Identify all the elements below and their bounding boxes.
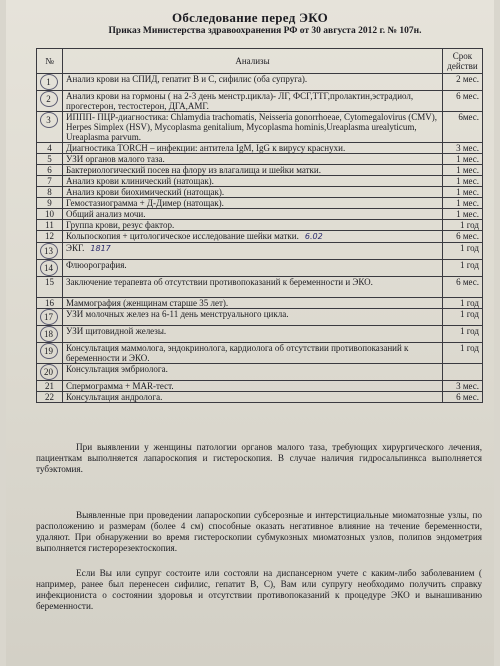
row-analysis — [63, 392, 443, 403]
row-number — [37, 143, 63, 154]
row-number — [37, 209, 63, 220]
row-term: 6 мес. — [443, 231, 483, 243]
row-analysis-text: Анализ крови на СПИД, гепатит В и С, сифилис (оба супруга). — [66, 74, 308, 84]
row-number — [37, 392, 63, 403]
row-term: 6мес. — [443, 112, 483, 143]
row-number-label: 15 — [45, 277, 54, 287]
table-row — [37, 74, 483, 91]
row-number-label: 6 — [47, 165, 52, 175]
row-number-label: 8 — [47, 187, 52, 197]
row-term: 1 год — [443, 343, 483, 364]
handwritten-note: 6.02 — [304, 232, 323, 241]
row-analysis — [63, 74, 443, 91]
row-analysis-text: УЗИ органов малого таза. — [66, 154, 165, 164]
row-analysis-text: Анализ крови на гормоны ( на 2-3 день менстр.цикла)- ЛГ, ФСГ,ТТГ,пролактин,эстрадиол, прогестерон, тестостерон, ДГА,АМГ. — [66, 91, 414, 111]
table-row — [37, 364, 483, 381]
note-paragraph-3: Если Вы или супруг состоите или состояли на диспансерном учете с каким-либо заболеванием ( например, ранее был перенесен сифилис, гепатит В, С), Вам или супругу необходимо получить справку инфекциониста о состоянии здоровья и отсутствии противопоказаний к процедуре ЭКО и вынашиванию беременности. — [36, 568, 482, 611]
header-number: № — [37, 49, 63, 74]
row-term: 6 мес. — [443, 277, 483, 298]
row-analysis-text: Группа крови, резус фактор. — [66, 220, 175, 230]
table-row — [37, 91, 483, 112]
row-number-label: 14 — [40, 260, 58, 276]
row-analysis-text: Спермограмма + MAR-тест. — [66, 381, 174, 391]
table-row — [37, 326, 483, 343]
table-row — [37, 198, 483, 209]
row-analysis-text: Консультация андролога. — [66, 392, 163, 402]
row-term: 1 год — [443, 243, 483, 260]
row-number-label: 21 — [45, 381, 54, 391]
row-term: 1 год — [443, 298, 483, 309]
row-analysis-text: Заключение терапевта об отсутствии противопоказаний к беременности и ЭКО. — [66, 277, 373, 287]
row-analysis — [63, 165, 443, 176]
document-sheet — [6, 0, 494, 666]
row-analysis — [63, 198, 443, 209]
row-number-label: 2 — [40, 91, 58, 107]
row-number — [37, 381, 63, 392]
row-term — [443, 364, 483, 381]
row-term: 1 мес. — [443, 165, 483, 176]
row-analysis — [63, 364, 443, 381]
row-term: 6 мес. — [443, 392, 483, 403]
row-analysis-text: ЭКГ. — [66, 243, 85, 253]
row-analysis — [63, 343, 443, 364]
row-analysis — [63, 381, 443, 392]
row-analysis-text: УЗИ щитовидной железы. — [66, 326, 167, 336]
row-analysis — [63, 112, 443, 143]
row-number-label: 22 — [45, 392, 54, 402]
row-analysis — [63, 277, 443, 298]
row-analysis-text: Бактериологический посев на флору из влагалища и шейки матки. — [66, 165, 321, 175]
row-number-label: 7 — [47, 176, 52, 186]
row-number — [37, 277, 63, 298]
row-analysis-text: Общий анализ мочи. — [66, 209, 146, 219]
row-analysis-text: Консультация эмбриолога. — [66, 364, 168, 374]
row-analysis-text: Диагностика TORCH – инфекции: антитела IgM, IgG к вирусу краснухи. — [66, 143, 346, 153]
row-analysis — [63, 309, 443, 326]
table-row — [37, 220, 483, 231]
row-term: 6 мес. — [443, 91, 483, 112]
table-row — [37, 381, 483, 392]
row-term: 1 год — [443, 326, 483, 343]
row-number-label: 19 — [40, 343, 58, 359]
row-number — [37, 198, 63, 209]
row-number — [37, 364, 63, 381]
analyses-table — [36, 48, 483, 403]
row-analysis-text: Анализ крови биохимический (натощак). — [66, 187, 225, 197]
row-number-label: 18 — [40, 326, 58, 342]
row-number — [37, 231, 63, 243]
row-number-label: 1 — [40, 74, 58, 90]
row-analysis — [63, 143, 443, 154]
table-row — [37, 176, 483, 187]
table-row — [37, 187, 483, 198]
table-row — [37, 209, 483, 220]
row-term: 1 мес. — [443, 176, 483, 187]
row-term: 3 мес. — [443, 143, 483, 154]
header-analyses: Анализы — [63, 49, 443, 74]
row-number — [37, 112, 63, 143]
table-row — [37, 165, 483, 176]
row-number — [37, 243, 63, 260]
table-header-row — [37, 49, 483, 74]
row-number — [37, 298, 63, 309]
row-analysis — [63, 176, 443, 187]
row-term: 2 мес. — [443, 74, 483, 91]
note-paragraph-2: Выявленные при проведении лапароскопии субсерозные и интерстициальные миоматозные узлы, по расположению и размерам (более 4 см) способные оказать негативное влияние на течение беременности, удаляют. При обнаружении во время гистероскопии субмукозных миоматозных узлов, полипов эндометрия выполняется гистерорезектоскопия. — [36, 510, 482, 553]
row-analysis — [63, 260, 443, 277]
row-number — [37, 176, 63, 187]
row-term: 1 мес. — [443, 209, 483, 220]
table-row — [37, 112, 483, 143]
row-analysis — [63, 326, 443, 343]
row-number-label: 11 — [45, 220, 54, 230]
table-row — [37, 298, 483, 309]
row-analysis — [63, 298, 443, 309]
row-term: 1 мес. — [443, 198, 483, 209]
row-number-label: 13 — [40, 243, 58, 259]
row-number-label: 9 — [47, 198, 52, 208]
table-row — [37, 277, 483, 298]
handwritten-note: 1817 — [90, 244, 111, 253]
row-number — [37, 343, 63, 364]
row-analysis — [63, 187, 443, 198]
row-number-label: 10 — [45, 209, 54, 219]
row-analysis-text: Консультация маммолога, эндокринолога, кардиолога об отсутствии противопоказаний к беременности и ЭКО. — [66, 343, 409, 363]
row-number-label: 4 — [47, 143, 52, 153]
row-number — [37, 260, 63, 277]
table-row — [37, 260, 483, 277]
row-number — [37, 220, 63, 231]
note-paragraph-1: При выявлении у женщины патологии органов малого таза, требующих хирургического лечения, пациенткам выполняется лапароскопия и гистероскопия. В случае наличия гидросальпинкса выполняется тубэктомия. — [36, 442, 482, 474]
row-number-label: 12 — [45, 231, 54, 241]
row-number-label: 16 — [45, 298, 54, 308]
row-number-label: 20 — [40, 364, 58, 380]
row-number — [37, 309, 63, 326]
row-number — [37, 154, 63, 165]
row-number — [37, 91, 63, 112]
row-term: 1 мес. — [443, 187, 483, 198]
row-analysis — [63, 209, 443, 220]
row-analysis — [63, 220, 443, 231]
table-row — [37, 309, 483, 326]
table-row — [37, 243, 483, 260]
row-analysis-text: Флюорография. — [66, 260, 127, 270]
row-analysis-text: Гемостазиограмма + Д-Димер (натощак). — [66, 198, 224, 208]
row-term: 3 мес. — [443, 381, 483, 392]
row-analysis — [63, 243, 443, 260]
page-subtitle: Приказ Министерства здравоохранения РФ от 30 августа 2012 г. № 107н. — [108, 26, 422, 36]
row-number — [37, 74, 63, 91]
row-number — [37, 165, 63, 176]
table-row — [37, 343, 483, 364]
table-row — [37, 143, 483, 154]
table-row — [37, 392, 483, 403]
table-row — [37, 154, 483, 165]
row-term: 1 год — [443, 309, 483, 326]
row-number-label: 5 — [47, 154, 52, 164]
row-analysis-text: УЗИ молочных желез на 6-11 день менструального цикла. — [66, 309, 289, 319]
page-title: Обследование перед ЭКО — [171, 10, 329, 25]
row-analysis-text: Анализ крови клинический (натощак). — [66, 176, 214, 186]
row-analysis — [63, 154, 443, 165]
row-analysis-text: Кольпоскопия + цитологическое исследование шейки матки. — [66, 231, 299, 241]
row-analysis — [63, 91, 443, 112]
row-number-label: 17 — [40, 309, 58, 325]
row-number-label: 3 — [40, 112, 58, 128]
row-analysis-text: Маммография (женщинам старше 35 лет). — [66, 298, 229, 308]
row-term: 1 мес. — [443, 154, 483, 165]
row-analysis — [63, 231, 443, 243]
row-term: 1 год — [443, 220, 483, 231]
row-term: 1 год — [443, 260, 483, 277]
row-number — [37, 326, 63, 343]
row-analysis-text: ИППП- ПЦР-диагностика: Chlamydia trachomatis, Neisseria gonorrhoeae, Cytomegalovirus (CMV), Herpes Simplex (HSV), Mycoplasma genitalium, Mycoplasma hominis,Ureaplasma urealyticum, Ureaplasma parvum. — [66, 112, 438, 142]
table-row — [37, 231, 483, 243]
row-number — [37, 187, 63, 198]
header-term: Срок действи — [443, 49, 483, 74]
